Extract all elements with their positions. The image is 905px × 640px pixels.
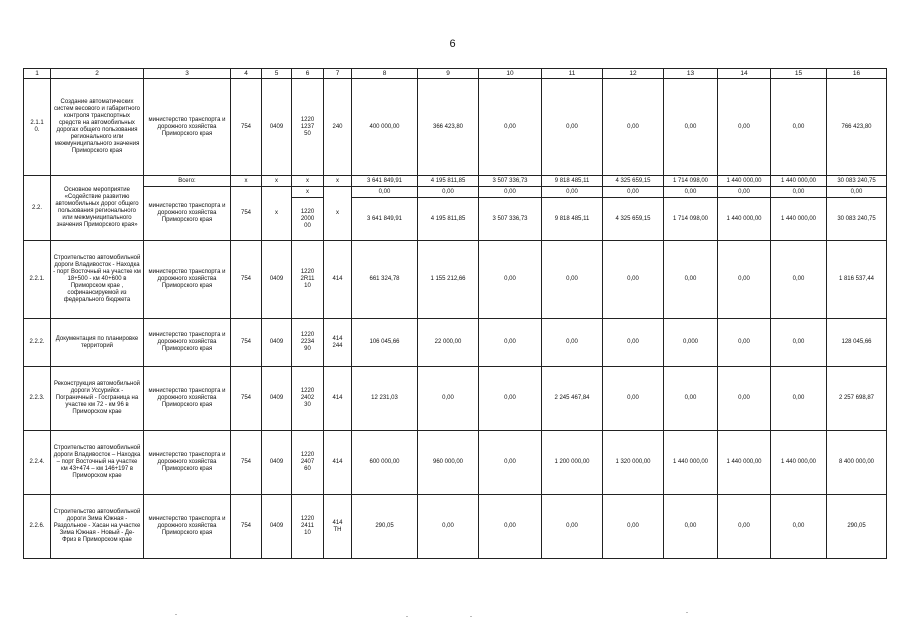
cell-c4: 754 — [231, 495, 262, 559]
row-name: Основное мероприятие «Содействие развитию автомобильных дорог общего пользования регионального или межмуниципального значения Приморского края» — [51, 176, 144, 241]
value-cell: 0,00 — [542, 241, 603, 319]
value-cell: 0,00 — [718, 319, 771, 367]
cell-c4: 754 — [231, 187, 262, 241]
value-cell: 366 423,80 — [418, 79, 479, 176]
cell-c4: 754 — [231, 431, 262, 495]
cell-c6: 1220 2234 90 — [292, 319, 324, 367]
cell-c5: 0409 — [262, 431, 292, 495]
value-cell: 1 440 000,00 — [771, 176, 827, 187]
row-org: министерство транспорта и дорожного хозяйства Приморского края — [144, 495, 231, 559]
budget-table — [23, 68, 887, 559]
row-code: 2.2.3. — [24, 367, 51, 431]
column-header: 12 — [603, 69, 664, 79]
value-cell: 0,00 — [603, 367, 664, 431]
row-code: 2.2.2. — [24, 319, 51, 367]
table-row — [24, 79, 887, 176]
value-cell: 0,00 — [542, 79, 603, 176]
column-header: 1 — [24, 69, 51, 79]
cell-c5: 0409 — [262, 495, 292, 559]
value-cell: 8 400 000,00 — [827, 431, 887, 495]
value-cell: 0,00 — [718, 79, 771, 176]
value-cell: 400 000,00 — [352, 79, 418, 176]
cell-c7: 240 — [324, 79, 352, 176]
value-cell: 0,00 — [352, 187, 418, 198]
cell-c6: 1220 2407 60 — [292, 431, 324, 495]
value-cell: 0,00 — [771, 79, 827, 176]
value-cell: 4 325 659,15 — [603, 198, 664, 241]
value-cell: 128 045,66 — [827, 319, 887, 367]
value-cell: 0,00 — [603, 495, 664, 559]
value-cell: 1 440 000,00 — [718, 431, 771, 495]
table-row — [24, 495, 887, 559]
value-cell: 30 083 240,75 — [827, 198, 887, 241]
column-header: 9 — [418, 69, 479, 79]
row-code: 2.2.4. — [24, 431, 51, 495]
value-cell: 0,00 — [603, 187, 664, 198]
row-org: министерство транспорта и дорожного хозяйства Приморского края — [144, 431, 231, 495]
value-cell: 1 440 000,00 — [718, 176, 771, 187]
value-cell: 0,00 — [664, 241, 718, 319]
column-header: 16 — [827, 69, 887, 79]
cell-c7: 414 — [324, 367, 352, 431]
value-cell: 0,00 — [479, 367, 542, 431]
value-cell: 0,00 — [771, 367, 827, 431]
value-cell: 1 816 537,44 — [827, 241, 887, 319]
column-header: 10 — [479, 69, 542, 79]
column-header: 3 — [144, 69, 231, 79]
value-cell: 0,000 — [664, 319, 718, 367]
row-name: Строительство автомобильной дороги Владивосток - Находка - порт Восточный на участке км 18+500 - км 40+600 в Приморском крае , софинансируемой из федерального бюджета — [51, 241, 144, 319]
scan-speck — [406, 616, 408, 617]
value-cell: 1 155 212,66 — [418, 241, 479, 319]
value-cell: 0,00 — [718, 187, 771, 198]
column-header: 7 — [324, 69, 352, 79]
value-cell: 1 714 098,00 — [664, 176, 718, 187]
cell-c6: 1220 2411 10 — [292, 495, 324, 559]
cell-c6: 1220 2R11 10 — [292, 241, 324, 319]
value-cell: 0,00 — [771, 495, 827, 559]
value-cell: 1 714 098,00 — [664, 198, 718, 241]
value-cell: 4 325 659,15 — [603, 176, 664, 187]
value-cell: 0,00 — [479, 79, 542, 176]
value-cell: 0,00 — [771, 241, 827, 319]
table-row — [24, 241, 887, 319]
column-header: 15 — [771, 69, 827, 79]
value-cell: 9 818 485,11 — [542, 176, 603, 187]
value-cell: 1 320 000,00 — [603, 431, 664, 495]
cell-c5: 0409 — [262, 367, 292, 431]
value-cell: 0,00 — [603, 79, 664, 176]
value-cell: 3 641 849,91 — [352, 176, 418, 187]
value-cell: 0,00 — [542, 319, 603, 367]
value-cell: 1 200 000,00 — [542, 431, 603, 495]
value-cell: 3 507 336,73 — [479, 198, 542, 241]
value-cell: 0,00 — [479, 495, 542, 559]
value-cell: 0,00 — [479, 187, 542, 198]
value-cell: 4 195 811,85 — [418, 176, 479, 187]
page-number: 6 — [449, 38, 456, 50]
table-row — [24, 319, 887, 367]
value-cell: 0,00 — [479, 241, 542, 319]
value-cell: 290,05 — [352, 495, 418, 559]
cell-c7: 414 — [324, 431, 352, 495]
row-org: министерство транспорта и дорожного хозяйства Приморского края — [144, 319, 231, 367]
value-cell: 22 000,00 — [418, 319, 479, 367]
value-cell: 0,00 — [718, 495, 771, 559]
value-cell: 0,00 — [664, 187, 718, 198]
column-header: 11 — [542, 69, 603, 79]
cell-c7: x — [324, 187, 352, 241]
value-cell: 0,00 — [603, 241, 664, 319]
value-cell: 0,00 — [664, 367, 718, 431]
row-name: Строительство автомобильной дороги Зима Южная - Раздольное - Хасан на участке Зима Южная - Новый - Де-Фриз в Приморском крае — [51, 495, 144, 559]
value-cell: 1 440 000,00 — [771, 198, 827, 241]
value-cell: 0,00 — [479, 431, 542, 495]
row-org: министерство транспорта и дорожного хозяйства Приморского края — [144, 241, 231, 319]
column-header: 14 — [718, 69, 771, 79]
value-cell: 600 000,00 — [352, 431, 418, 495]
cell-c6: 1220 2000 00 — [292, 198, 324, 241]
value-cell: 0,00 — [542, 187, 603, 198]
column-header: 6 — [292, 69, 324, 79]
value-cell: 0,00 — [603, 319, 664, 367]
cell-c6: 1220 2402 30 — [292, 367, 324, 431]
cell-c7: 414 ТН — [324, 495, 352, 559]
row-code: 2.2. — [24, 176, 51, 241]
column-header: 4 — [231, 69, 262, 79]
table-row — [24, 431, 887, 495]
cell-c7: 414 — [324, 241, 352, 319]
cell-c6: 1220 1237 50 — [292, 79, 324, 176]
value-cell: 0,00 — [418, 187, 479, 198]
value-cell: 0,00 — [718, 367, 771, 431]
value-cell: 9 818 485,11 — [542, 198, 603, 241]
cell-mark: x — [292, 176, 324, 187]
value-cell: 1 440 000,00 — [718, 198, 771, 241]
cell-c5: 0409 — [262, 319, 292, 367]
table-row — [24, 187, 887, 198]
scan-speck — [470, 616, 472, 617]
value-cell: 0,00 — [418, 367, 479, 431]
value-cell: 2 257 698,87 — [827, 367, 887, 431]
row-code: 2.2.1. — [24, 241, 51, 319]
value-cell: 12 231,03 — [352, 367, 418, 431]
table-row — [24, 367, 887, 431]
scan-speck — [175, 614, 177, 615]
value-cell: 0,00 — [542, 495, 603, 559]
value-cell: 0,00 — [479, 319, 542, 367]
value-cell: 3 507 336,73 — [479, 176, 542, 187]
row-code: 2.1.1 0. — [24, 79, 51, 176]
cell-c4: 754 — [231, 367, 262, 431]
cell-mark: x — [292, 187, 324, 198]
row-org: министерство транспорта и дорожного хозяйства Приморского края — [144, 367, 231, 431]
cell-c4: 754 — [231, 319, 262, 367]
cell-c4: 754 — [231, 241, 262, 319]
row-name: Создание автоматических систем весового и габаритного контроля транспортных средств на автомобильных дорогах общего пользования регионального или межмуниципального значения Приморского края — [51, 79, 144, 176]
value-cell: 0,00 — [771, 187, 827, 198]
total-label: Всего: — [144, 176, 231, 187]
row-name: Реконструкция автомобильной дороги Уссурийск - Пограничный - Госграница на участке км 72 - км 96 в Приморском крае — [51, 367, 144, 431]
header-row — [24, 69, 887, 79]
value-cell: 0,00 — [827, 187, 887, 198]
column-header: 13 — [664, 69, 718, 79]
scan-speck — [686, 612, 688, 613]
table-row — [24, 176, 887, 187]
row-code: 2.2.6. — [24, 495, 51, 559]
row-name: Строительство автомобильной дороги Владивосток – Находка – порт Восточный на участке км 43+474 – км 146+197 в Приморском крае — [51, 431, 144, 495]
value-cell: 106 045,66 — [352, 319, 418, 367]
value-cell: 0,00 — [664, 495, 718, 559]
cell-c5: 0409 — [262, 241, 292, 319]
value-cell: 0,00 — [418, 495, 479, 559]
row-org: министерство транспорта и дорожного хозяйства Приморского края — [144, 187, 231, 241]
cell-mark: x — [262, 176, 292, 187]
value-cell: 766 423,80 — [827, 79, 887, 176]
value-cell: 1 440 000,00 — [771, 431, 827, 495]
row-name: Документация по планировке территорий — [51, 319, 144, 367]
value-cell: 960 000,00 — [418, 431, 479, 495]
row-org: министерство транспорта и дорожного хозяйства Приморского края — [144, 79, 231, 176]
value-cell: 0,00 — [771, 319, 827, 367]
cell-c5: x — [262, 187, 292, 241]
column-header: 2 — [51, 69, 144, 79]
cell-c7: 414 244 — [324, 319, 352, 367]
value-cell: 30 083 240,75 — [827, 176, 887, 187]
value-cell: 2 245 467,84 — [542, 367, 603, 431]
value-cell: 661 324,78 — [352, 241, 418, 319]
value-cell: 0,00 — [718, 241, 771, 319]
value-cell: 0,00 — [664, 79, 718, 176]
cell-mark: x — [231, 176, 262, 187]
column-header: 8 — [352, 69, 418, 79]
cell-mark: x — [324, 176, 352, 187]
value-cell: 3 641 849,91 — [352, 198, 418, 241]
column-header: 5 — [262, 69, 292, 79]
value-cell: 4 195 811,85 — [418, 198, 479, 241]
value-cell: 290,05 — [827, 495, 887, 559]
cell-c5: 0409 — [262, 79, 292, 176]
cell-c4: 754 — [231, 79, 262, 176]
value-cell: 1 440 000,00 — [664, 431, 718, 495]
